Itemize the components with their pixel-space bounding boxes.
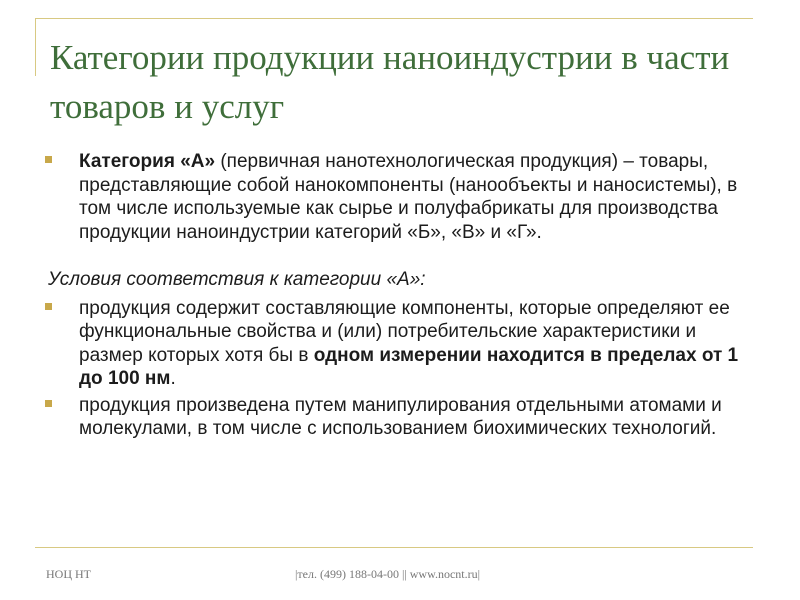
- slide-content: [45, 150, 765, 441]
- footer-org: НОЦ НТ: [46, 567, 91, 581]
- condition-1-bold: одном измерении находится в пределах от 1 до 100 нм: [79, 344, 739, 389]
- bullet-condition-1: [45, 297, 765, 391]
- conditions-heading: Условия соответствия к категории «А»:: [48, 269, 426, 290]
- condition-1-end: .: [170, 368, 176, 389]
- bullet-square-icon: [45, 156, 52, 163]
- category-a-label: Категория «А»: [79, 151, 216, 172]
- bullet-square-icon: [45, 400, 52, 407]
- condition-2-text: продукция произведена путем манипулирования отдельными атомами и молекулами, в том числе с использованием биохимических технологий.: [79, 394, 722, 439]
- category-a-description: (первичная нанотехнологическая продукция) – товары, представляющие собой нанокомпоненты (нанообъекты и наносистемы), в том числе используемые как сырье и полуфабрикаты для производства продукции наноиндустрии категорий «Б», «В» и «Г».: [79, 151, 738, 243]
- category-a-text: [79, 150, 765, 244]
- bullet-condition-2: [45, 394, 765, 441]
- frame-top-line: [35, 18, 753, 19]
- frame-left-line: [35, 18, 36, 76]
- frame-bottom-line: [35, 547, 753, 548]
- bullet-category-a: [45, 150, 765, 244]
- condition-1-text: [79, 297, 765, 391]
- spacer: [45, 244, 765, 268]
- condition-1-main: продукция содержит составляющие компоненты, которые определяют ее функциональные свойства и (или) потребительские характеристики и размер которых хотя бы в: [79, 297, 730, 366]
- bullet-square-icon: [45, 303, 52, 310]
- slide-title: Категории продукции наноиндустрии в части товаров и услуг: [50, 38, 730, 126]
- footer-contact: |тел. (499) 188-04-00 || www.nocnt.ru|: [295, 567, 481, 581]
